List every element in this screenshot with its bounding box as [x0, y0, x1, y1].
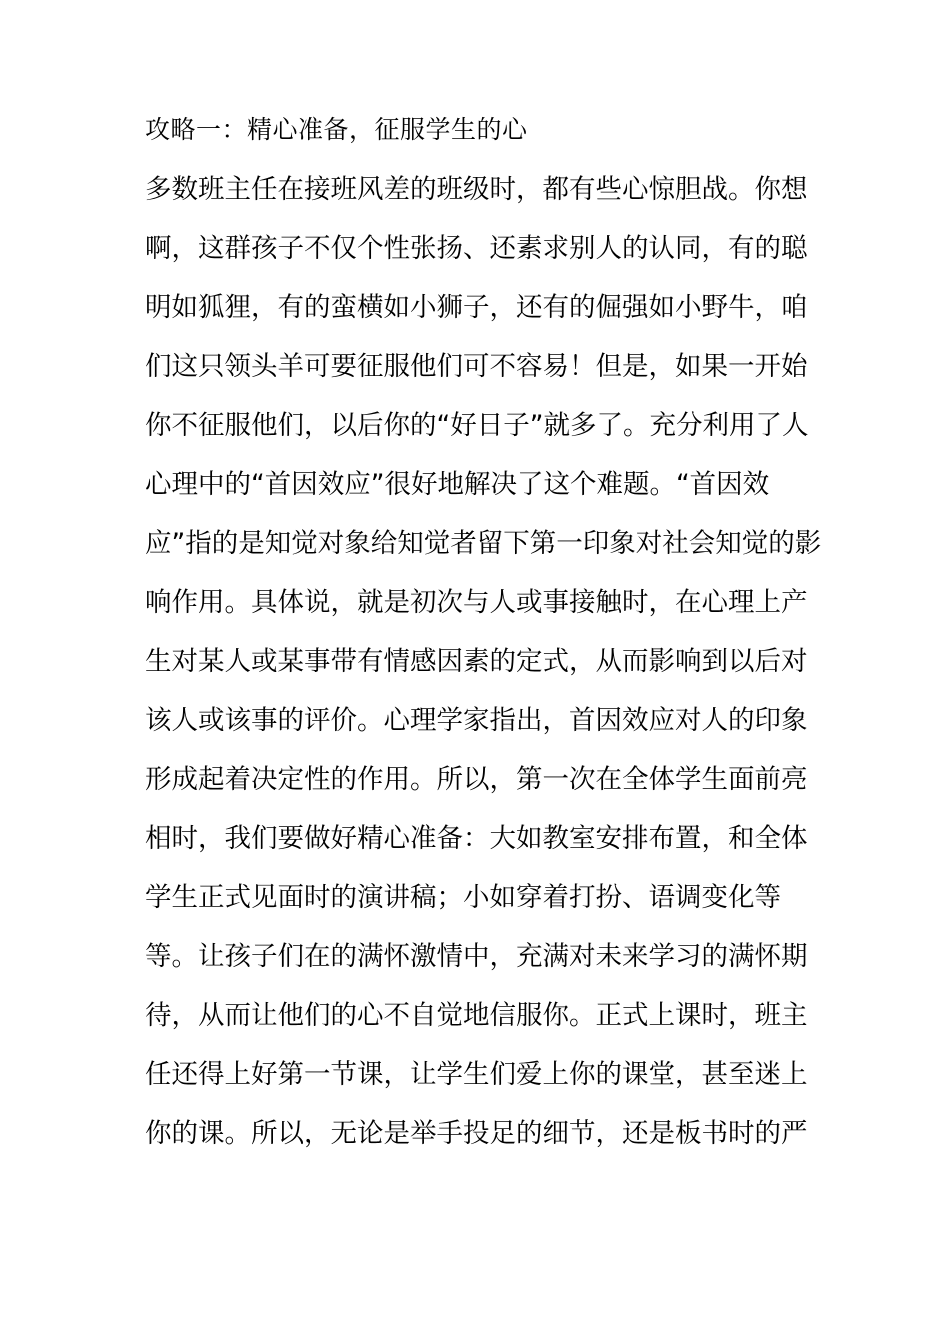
- text-line: 明如狐狸，有的蛮横如小狮子，还有的倔强如小野牛，咱: [145, 292, 808, 323]
- text-line: 们这只领头羊可要征服他们可不容易！但是，如果一开始: [145, 351, 808, 382]
- text-line: 学生正式见面时的演讲稿；小如穿着打扮、语调变化等: [145, 882, 781, 913]
- text-line: 应”指的是知觉对象给知觉者留下第一印象对社会知觉的影: [145, 528, 822, 559]
- text-line: 多数班主任在接班风差的班级时，都有些心惊胆战。你想: [145, 174, 808, 205]
- text-line: 任还得上好第一节课，让学生们爱上你的课堂，甚至迷上: [145, 1059, 808, 1090]
- text-line: 你不征服他们，以后你的“好日子”就多了。充分利用了人: [145, 410, 809, 441]
- text-line: 等。让孩子们在的满怀激情中，充满对未来学习的满怀期: [145, 941, 808, 972]
- text-line: 啊，这群孩子不仅个性张扬、还素求别人的认同，有的聪: [145, 233, 808, 264]
- text-line: 该人或该事的评价。心理学家指出，首因效应对人的印象: [145, 705, 808, 736]
- text-line: 响作用。具体说，就是初次与人或事接触时，在心理上产: [145, 587, 808, 618]
- text-line: 生对某人或某事带有情感因素的定式，从而影响到以后对: [145, 646, 808, 677]
- text-line: 心理中的“首因效应”很好地解决了这个难题。“首因效: [145, 469, 770, 500]
- section-heading: 攻略一：精心准备，征服学生的心: [145, 115, 528, 144]
- text-line: 待，从而让他们的心不自觉地信服你。正式上课时，班主: [145, 1000, 808, 1031]
- body-paragraph: [145, 160, 825, 1163]
- text-line: 你的课。所以，无论是举手投足的细节，还是板书时的严: [145, 1118, 808, 1149]
- text-line: 相时，我们要做好精心准备：大如教室安排布置，和全体: [145, 823, 808, 854]
- text-line: 形成起着决定性的作用。所以，第一次在全体学生面前亮: [145, 764, 808, 795]
